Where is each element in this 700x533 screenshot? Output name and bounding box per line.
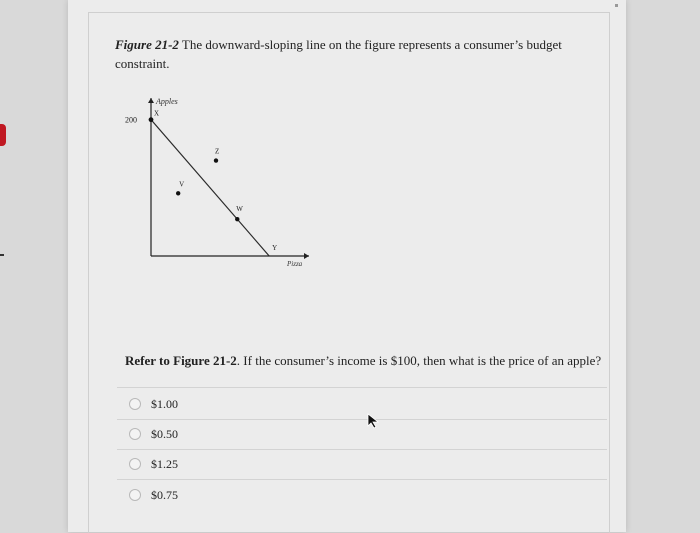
radio-button[interactable] (129, 458, 141, 470)
separator (117, 449, 607, 450)
point-label-x: X (154, 109, 160, 118)
mouse-cursor-icon (367, 413, 381, 429)
answer-option-3[interactable] (129, 454, 178, 474)
answer-option-2[interactable] (129, 424, 178, 444)
answer-option-4[interactable] (129, 485, 178, 505)
y-tick-mark (149, 117, 154, 122)
question-text (125, 353, 605, 369)
separator (117, 479, 607, 480)
point-label-y: Y (272, 244, 278, 252)
caption-figure-label: Figure 21-2 (115, 37, 179, 52)
question-refer: Refer to (125, 353, 170, 368)
radio-button[interactable] (129, 398, 141, 410)
separator (117, 419, 607, 420)
option-label: $0.75 (151, 487, 178, 502)
x-axis-label: Pizza (287, 260, 303, 268)
question-body: . If the consumer’s income is $100, then what is the price of an apple? (236, 353, 602, 368)
x-axis-arrow (304, 253, 309, 259)
point-label-v: V (179, 180, 185, 189)
question-figure-label: Figure 21-2 (173, 353, 237, 368)
radio-button[interactable] (129, 428, 141, 440)
question-panel (88, 12, 610, 533)
point-label-z: Z (215, 147, 220, 156)
question-page (68, 0, 626, 532)
y-tick-label: 200 (125, 115, 137, 125)
point-v (176, 191, 180, 195)
left-edge-tick (0, 254, 4, 256)
point-label-w: W (236, 205, 243, 214)
figure-caption (115, 35, 595, 73)
option-label: $0.50 (151, 426, 178, 441)
left-edge-tab (0, 124, 6, 146)
corner-dot (615, 4, 618, 7)
point-w (235, 217, 239, 221)
option-label: $1.25 (151, 456, 178, 471)
budget-line (151, 120, 269, 256)
radio-button[interactable] (129, 489, 141, 501)
budget-constraint-chart (119, 88, 303, 288)
separator (117, 387, 607, 388)
y-axis-arrow (148, 98, 154, 103)
point-z (214, 158, 218, 162)
option-label: $1.00 (151, 396, 178, 411)
y-axis-label: Apples (156, 97, 178, 106)
answer-option-1[interactable] (129, 394, 178, 414)
caption-text: The downward-sloping line on the figure represents a consumer’s budget constraint. (115, 37, 562, 71)
